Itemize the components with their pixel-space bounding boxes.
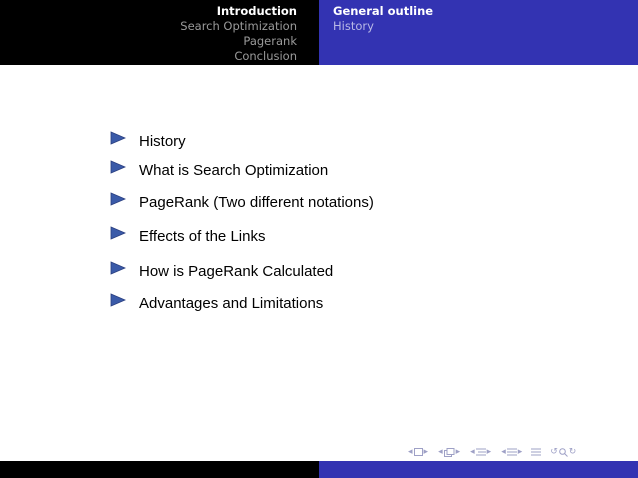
triangle-bullet-icon [110,131,126,145]
frame-title[interactable]: General outline [333,4,434,18]
triangle-bullet-icon [110,192,126,206]
outline-item-label: How is PageRank Calculated [139,263,334,280]
footer-right-panel [319,461,638,478]
triangle-bullet-icon [110,293,126,307]
subsection-history[interactable]: History [333,19,374,33]
subsection-navigation-panel [319,0,638,65]
triangle-bullet-icon [110,261,126,275]
nav-section-icon[interactable]: ◂ ▸ [501,447,523,457]
nav-frame-icon[interactable]: ◂ ▸ [438,447,461,457]
section-navigation-panel [0,0,319,65]
nav-search-icon[interactable]: ↺ ↻ [550,447,577,457]
footer-bar [0,461,638,478]
triangle-bullet-icon [110,226,126,240]
nav-slide-icon[interactable]: ◂ ▸ [408,447,429,457]
section-search-optimization[interactable]: Search Optimization [180,19,297,33]
section-introduction[interactable]: Introduction [216,4,297,18]
footer-left-panel [0,461,319,478]
triangle-bullet-icon [110,160,126,174]
section-list [180,4,297,64]
outline-item-label: Effects of the Links [139,228,266,245]
section-conclusion[interactable]: Conclusion [234,49,297,63]
outline-item-label: PageRank (Two different notations) [139,194,374,211]
beamer-navigation-bar [407,445,585,459]
subsection-list [333,4,433,34]
section-pagerank[interactable]: Pagerank [243,34,297,48]
header-bar [0,0,638,65]
nav-subsection-icon[interactable]: ◂ ▸ [470,447,492,457]
outline-item-label: What is Search Optimization [139,162,329,179]
outline-item-label: History [139,133,186,150]
nav-align-icon[interactable] [531,448,541,456]
outline-item-label: Advantages and Limitations [139,295,324,312]
